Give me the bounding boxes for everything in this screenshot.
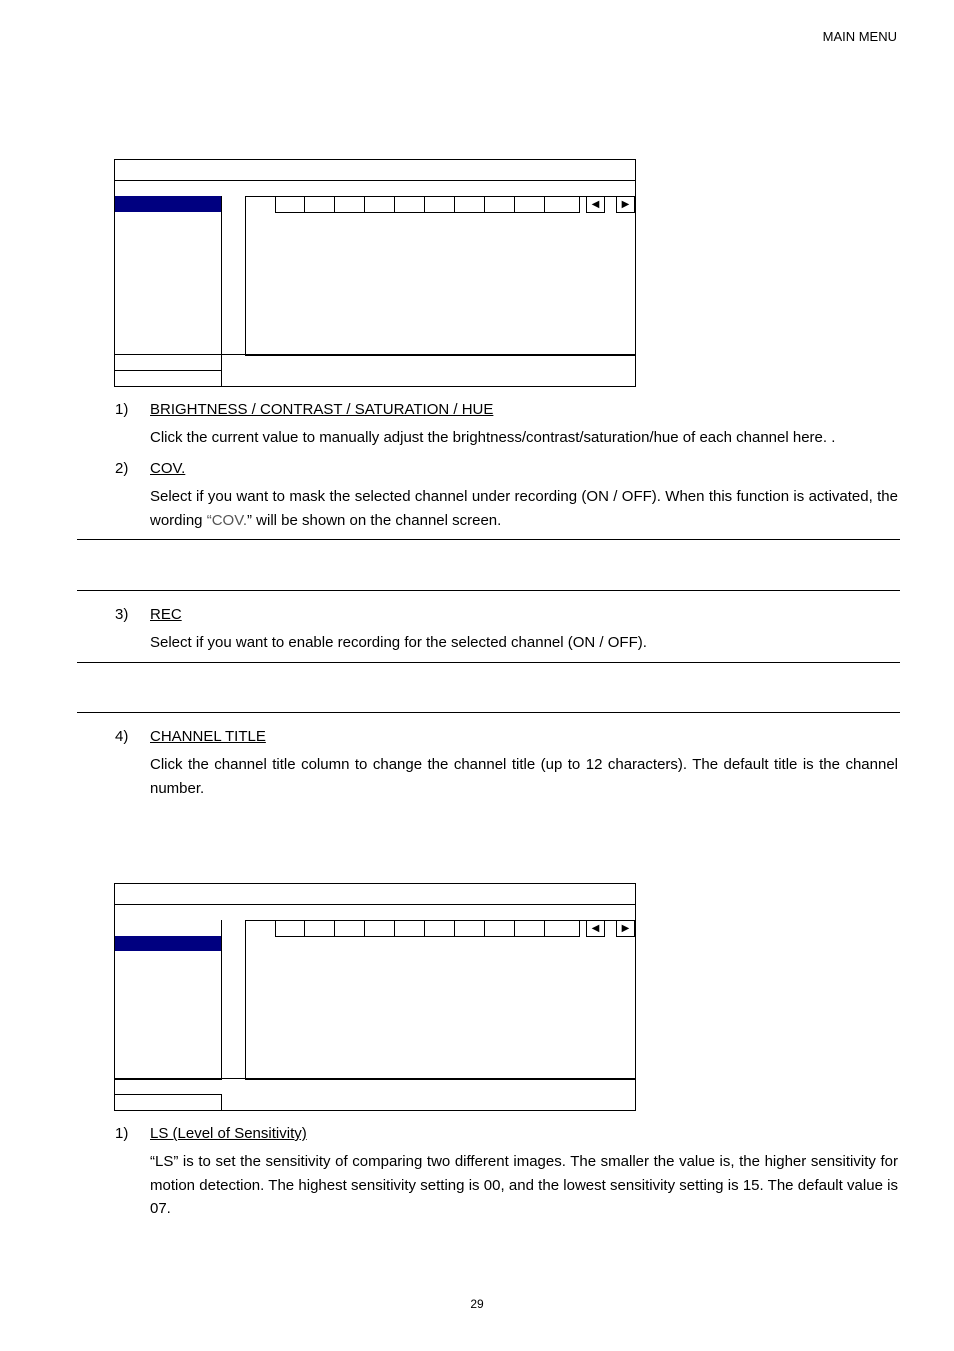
desc-text: Select if you want to mask the selected channel under recording (ON / OFF). When this function is activated, the wording	[150, 488, 898, 529]
menu-sidebar	[115, 920, 222, 1080]
item-number: 1)	[115, 401, 129, 418]
menu-tab[interactable]	[275, 920, 305, 937]
menu-tab[interactable]	[395, 920, 425, 937]
menu-tab[interactable]	[395, 196, 425, 213]
item-title: BRIGHTNESS / CONTRAST / SATURATION / HUE	[150, 401, 494, 418]
menu-sidebar	[115, 196, 222, 371]
menu-tab[interactable]	[365, 920, 395, 937]
menu-content-panel	[245, 196, 636, 356]
menu-footer-divider	[115, 354, 635, 355]
menu-title-divider	[115, 904, 635, 905]
menu-tab[interactable]	[545, 920, 580, 937]
menu-diagram-detection	[114, 883, 636, 1111]
menu-content-panel	[245, 920, 636, 1080]
item-title: REC	[150, 606, 182, 623]
menu-tab[interactable]	[545, 196, 580, 213]
menu-tab[interactable]	[335, 920, 365, 937]
item-title: CHANNEL TITLE	[150, 728, 266, 745]
menu-sidebar-selected-item[interactable]	[115, 936, 221, 951]
page-number: 29	[470, 1297, 484, 1311]
menu-title-divider	[115, 180, 635, 181]
menu-diagram-camera	[114, 159, 636, 387]
right-arrow-icon[interactable]: ▶	[616, 196, 635, 213]
divider	[77, 712, 900, 713]
menu-footer-button[interactable]	[115, 1094, 222, 1110]
menu-footer-divider	[115, 1078, 635, 1079]
menu-tab[interactable]	[425, 196, 455, 213]
desc-highlight: “COV.	[206, 511, 247, 529]
item-title: COV.	[150, 460, 186, 477]
menu-tab[interactable]	[305, 196, 335, 213]
left-arrow-icon[interactable]: ◀	[586, 196, 605, 213]
item-title: LS (Level of Sensitivity)	[150, 1125, 307, 1142]
right-arrow-icon[interactable]: ▶	[616, 920, 635, 937]
divider	[77, 590, 900, 591]
menu-sidebar-selected-item[interactable]	[115, 196, 221, 212]
item-number: 4)	[115, 728, 129, 745]
menu-tab[interactable]	[425, 920, 455, 937]
menu-tab[interactable]	[365, 196, 395, 213]
item-number: 3)	[115, 606, 129, 623]
divider	[77, 539, 900, 540]
menu-tab[interactable]	[515, 920, 545, 937]
menu-tab[interactable]	[455, 920, 485, 937]
divider	[77, 662, 900, 663]
section-header: MAIN MENU	[822, 29, 897, 44]
menu-tab-row	[275, 196, 580, 213]
menu-footer-button[interactable]	[115, 370, 222, 386]
menu-tab[interactable]	[275, 196, 305, 213]
item-description: Click the channel title column to change the channel title (up to 12 characters). The default title is the channel number.	[150, 756, 898, 797]
item-description: Select if you want to enable recording for the selected channel (ON / OFF).	[150, 634, 647, 651]
menu-tab[interactable]	[485, 920, 515, 937]
desc-text: ” will be shown on the channel screen.	[247, 511, 502, 529]
menu-tab[interactable]	[305, 920, 335, 937]
item-number: 1)	[115, 1125, 129, 1142]
item-description: Click the current value to manually adjust the brightness/contrast/saturation/hue of each channel here. .	[150, 429, 836, 446]
menu-tab[interactable]	[335, 196, 365, 213]
item-number: 2)	[115, 460, 129, 477]
menu-tab-row	[275, 920, 580, 937]
item-description: “LS” is to set the sensitivity of comparing two different images. The smaller the value is, the higher sensitivity for motion detection. The highest sensitivity setting is 00, and the lowest sensitivity setting is 15. The default value is 07.	[150, 1153, 898, 1217]
menu-tab[interactable]	[455, 196, 485, 213]
menu-tab[interactable]	[515, 196, 545, 213]
item-description	[150, 485, 898, 532]
left-arrow-icon[interactable]: ◀	[586, 920, 605, 937]
menu-tab[interactable]	[485, 196, 515, 213]
